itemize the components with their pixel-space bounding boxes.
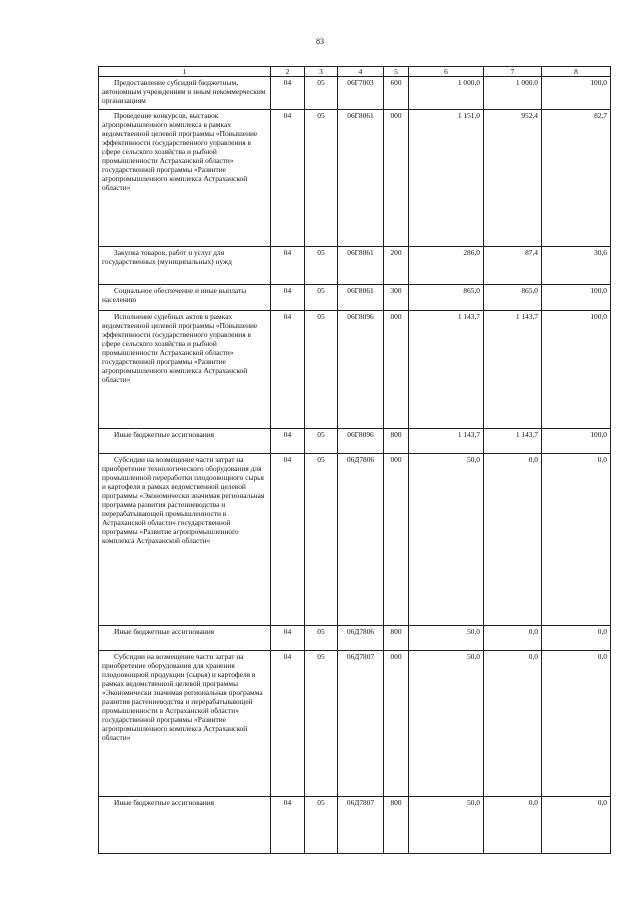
row-name: Проведение конкурсов, выставок агропромышленного комплекса в рамках ведомственной целевой программы «Повышение эффективности государственного управления в сфере сельского хозяйства и рыбной промышленности Астраханской области» государственной программы «Развитие агропромышленного комплекса Астраханской области»: [99, 110, 271, 247]
row-subsection: 05: [305, 247, 338, 285]
row-target-article: 06Г7003: [338, 77, 384, 110]
row-expense-type: 000: [384, 651, 409, 797]
row-name: Субсидии на возмещение части затрат на приобретение оборудования для хранения плодоовощной продукции (сырья) и картофеля в рамках ведомственной целевой программы «Экономически значимая региональная программа развития растениеводства и перерабатывающей промышленности в Астраханской области» государственной программы «Развитие агропромышленного комплекса Астраханской области»: [99, 651, 271, 797]
row-target-article: 06Г8096: [338, 429, 384, 454]
row-subsection: 05: [305, 651, 338, 797]
row-expense-type: 800: [384, 797, 409, 854]
row-subsection: 05: [305, 429, 338, 454]
row-percent: 0,0: [542, 651, 611, 797]
row-actual: 0,0: [484, 626, 542, 651]
row-target-article: 06Г8061: [338, 110, 384, 247]
row-section: 04: [271, 77, 305, 110]
row-plan: 50,0: [409, 651, 484, 797]
row-section: 04: [271, 285, 305, 311]
header-row: [99, 67, 611, 77]
row-name: Предоставление субсидий бюджетным, автономным учреждениям и иным некоммерческим организациям: [99, 77, 271, 110]
column-header: 2: [271, 67, 305, 77]
row-actual: 0,0: [484, 651, 542, 797]
row-subsection: 05: [305, 626, 338, 651]
page-number: 83: [316, 37, 324, 46]
row-expense-type: 000: [384, 110, 409, 247]
row-plan: 50,0: [409, 626, 484, 651]
row-section: 04: [271, 651, 305, 797]
row-section: 04: [271, 626, 305, 651]
row-plan: 1 143,7: [409, 429, 484, 454]
row-name: Закупка товаров, работ и услуг для государственных (муниципальных) нужд: [99, 247, 271, 285]
row-actual: 87,4: [484, 247, 542, 285]
row-percent: 0,0: [542, 797, 611, 854]
row-percent: 100,0: [542, 285, 611, 311]
budget-table: [98, 66, 611, 854]
column-header: 6: [409, 67, 484, 77]
row-expense-type: 800: [384, 626, 409, 651]
row-name: Иные бюджетные ассигнования: [99, 429, 271, 454]
table-row: [99, 454, 611, 626]
row-name: Иные бюджетные ассигнования: [99, 626, 271, 651]
row-actual: 865,0: [484, 285, 542, 311]
table-row: [99, 429, 611, 454]
row-subsection: 05: [305, 454, 338, 626]
column-header: 7: [484, 67, 542, 77]
row-expense-type: 000: [384, 311, 409, 429]
row-percent: 30,6: [542, 247, 611, 285]
row-plan: 286,0: [409, 247, 484, 285]
row-subsection: 05: [305, 311, 338, 429]
row-plan: 1 151,0: [409, 110, 484, 247]
column-header: 3: [305, 67, 338, 77]
row-percent: 100,0: [542, 429, 611, 454]
row-plan: 1 143,7: [409, 311, 484, 429]
table-row: [99, 247, 611, 285]
row-plan: 1 000,0: [409, 77, 484, 110]
row-expense-type: 000: [384, 454, 409, 626]
row-actual: 0,0: [484, 454, 542, 626]
table-row: [99, 285, 611, 311]
row-target-article: 06Г8096: [338, 311, 384, 429]
row-actual: 952,4: [484, 110, 542, 247]
row-section: 04: [271, 110, 305, 247]
row-section: 04: [271, 247, 305, 285]
row-actual: 1 000,0: [484, 77, 542, 110]
row-actual: 0,0: [484, 797, 542, 854]
row-percent: 82,7: [542, 110, 611, 247]
row-target-article: 06Д7807: [338, 797, 384, 854]
row-target-article: 06Г8061: [338, 285, 384, 311]
row-section: 04: [271, 454, 305, 626]
row-percent: 0,0: [542, 454, 611, 626]
row-name: Субсидии на возмещение части затрат на приобретение технологического оборудования для промышленной переработки плодоовощного сырья и картофеля в рамках ведомственной целевой программы «Экономически значимая региональная программа развития растениеводства и перерабатывающей промышленности в Астраханской области» государственной программы «Развитие агропромышленного комплекса Астраханской области»: [99, 454, 271, 626]
table-row: [99, 626, 611, 651]
row-name: Иные бюджетные ассигнования: [99, 797, 271, 854]
column-header: 1: [99, 67, 271, 77]
row-plan: 50,0: [409, 454, 484, 626]
row-subsection: 05: [305, 285, 338, 311]
table-row: [99, 311, 611, 429]
column-header: 4: [338, 67, 384, 77]
row-section: 04: [271, 429, 305, 454]
row-target-article: 06Г8061: [338, 247, 384, 285]
column-header: 8: [542, 67, 611, 77]
table-row: [99, 77, 611, 110]
row-name: Социальное обеспечение и иные выплаты населению: [99, 285, 271, 311]
row-subsection: 05: [305, 110, 338, 247]
row-percent: 100,0: [542, 77, 611, 110]
row-target-article: 06Д7806: [338, 626, 384, 651]
row-expense-type: 200: [384, 247, 409, 285]
row-plan: 50,0: [409, 797, 484, 854]
row-plan: 865,0: [409, 285, 484, 311]
row-expense-type: 600: [384, 77, 409, 110]
row-actual: 1 143,7: [484, 429, 542, 454]
row-section: 04: [271, 797, 305, 854]
row-target-article: 06Д7806: [338, 454, 384, 626]
column-header: 5: [384, 67, 409, 77]
row-target-article: 06Д7807: [338, 651, 384, 797]
row-percent: 0,0: [542, 626, 611, 651]
row-expense-type: 800: [384, 429, 409, 454]
table-row: [99, 651, 611, 797]
row-expense-type: 300: [384, 285, 409, 311]
row-percent: 100,0: [542, 311, 611, 429]
table-row: [99, 797, 611, 854]
table-row: [99, 110, 611, 247]
row-actual: 1 143,7: [484, 311, 542, 429]
row-name: Исполнение судебных актов в рамках ведомственной целевой программы «Повышение эффективности государственного управления в сфере сельского хозяйства и рыбной промышленности Астраханской области» государственной программы «Развитие агропромышленного комплекса Астраханской области»: [99, 311, 271, 429]
row-section: 04: [271, 311, 305, 429]
row-subsection: 05: [305, 77, 338, 110]
row-subsection: 05: [305, 797, 338, 854]
